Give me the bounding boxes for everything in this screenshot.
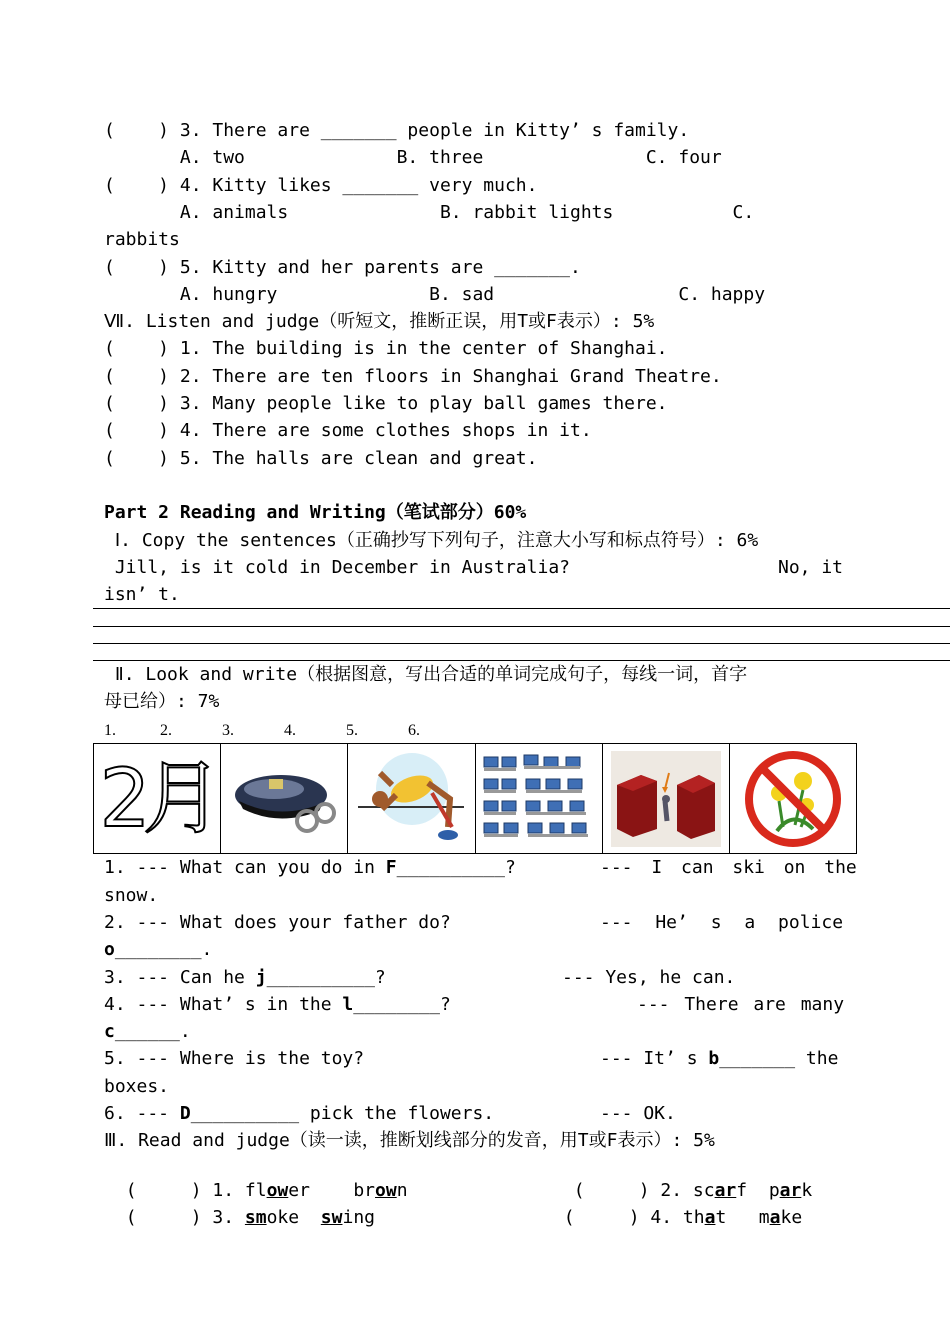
look-write-q3: 3. --- Can he j__________? <box>104 967 386 988</box>
look-write-q6: 6. --- D__________ pick the flowers. <box>104 1103 495 1124</box>
look-write-a2-cont: o________. <box>104 939 213 960</box>
picture-police-cap-icon <box>221 744 348 853</box>
read-judge-item-1: ( ) 1. flower brown <box>125 1180 408 1201</box>
word-smoke: smoke <box>244 1207 300 1228</box>
look-write-a5-cont: boxes. <box>104 1076 170 1097</box>
word-park: park <box>768 1180 813 1201</box>
picture-number-2: 2. <box>160 722 172 739</box>
picture-number-4: 4. <box>284 722 296 739</box>
writing-line-4 <box>93 660 950 661</box>
judge-item-1: ( ) 1. The building is in the center of Shanghai. <box>104 338 668 359</box>
picture-february <box>94 744 221 853</box>
judge-item-2: ( ) 2. There are ten floors in Shanghai Grand Theatre. <box>104 366 722 387</box>
look-write-a2: --- He’ s a police <box>600 912 844 933</box>
read-judge-item-4: ( ) 4. that make <box>563 1207 803 1228</box>
look-write-a3: --- Yes, he can. <box>562 967 736 988</box>
picture-table <box>93 743 857 854</box>
question-4: ( ) 4. Kitty likes _______ very much. <box>104 175 538 196</box>
look-write-a4: --- There are many <box>637 994 845 1015</box>
look-write-a4-cont: c______. <box>104 1021 191 1042</box>
writing-line-3 <box>93 643 950 644</box>
judge-item-5: ( ) 5. The halls are clean and great. <box>104 448 538 469</box>
read-judge-item-3: ( ) 3. smoke swing <box>125 1207 375 1228</box>
question-5-options: A. hungry B. sad C. happy <box>104 284 766 305</box>
picture-high-jump-icon <box>348 744 475 853</box>
writing-line-1 <box>93 608 950 609</box>
look-write-a1-cont: snow. <box>104 885 159 906</box>
word-brown: brown <box>353 1180 408 1201</box>
question-5: ( ) 5. Kitty and her parents are _______. <box>104 257 581 278</box>
copy-sentence-part2: No, it <box>778 557 844 578</box>
writing-line-2 <box>93 626 950 627</box>
part2-title: Part 2 Reading and Writing（笔试部分）60% <box>104 502 527 523</box>
look-write-a1: --- I can ski on the <box>600 857 857 878</box>
look-write-q1: 1. --- What can you do in F__________? <box>104 857 516 878</box>
word-make: make <box>758 1207 803 1228</box>
look-write-q2: 2. --- What does your father do? <box>104 912 451 933</box>
question-3: ( ) 3. There are _______ people in Kitty’ s family. <box>104 120 690 141</box>
section-iii-title: Ⅲ. Read and judge（读一读，推断划线部分的发音，用T或F表示）: 5% <box>104 1130 715 1151</box>
word-swing: swing <box>320 1207 375 1228</box>
picture-classroom-desks-icon <box>476 744 603 853</box>
picture-toy-between-boxes-icon <box>603 744 730 853</box>
section-i-title: Ⅰ. Copy the sentences（正确抄写下列句子，注意大小写和标点符号）: 6% <box>104 530 759 551</box>
judge-item-3: ( ) 3. Many people like to play ball games there. <box>104 393 668 414</box>
judge-item-4: ( ) 4. There are some clothes shops in it. <box>104 420 592 441</box>
picture-no-picking-flowers-icon <box>730 744 856 853</box>
question-3-options: A. two B. three C. four <box>104 147 722 168</box>
picture-number-5: 5. <box>346 722 358 739</box>
question-4-options: A. animals B. rabbit lights C. <box>104 202 755 223</box>
word-scarf: scarf <box>692 1180 748 1201</box>
february-text: 2月 <box>99 751 215 845</box>
section-ii-title-cont: 母已给）: 7% <box>104 691 220 712</box>
copy-sentence-part3: isn’ t. <box>104 584 180 605</box>
picture-number-1: 1. <box>104 722 116 739</box>
picture-number-3: 3. <box>222 722 234 739</box>
word-flower: flower <box>244 1180 310 1201</box>
section-ii-title: Ⅱ. Look and write（根据图意，写出合适的单词完成句子，每线一词，首字 <box>104 664 748 685</box>
picture-number-6: 6. <box>408 722 420 739</box>
word-that: that <box>682 1207 727 1228</box>
section-vii-title: Ⅶ. Listen and judge（听短文，推断正误，用T或F表示）: 5% <box>104 311 655 332</box>
look-write-a5: --- It’ s b_______ the <box>600 1048 839 1069</box>
look-write-q4: 4. --- What’ s in the l________? <box>104 994 451 1015</box>
read-judge-item-2: ( ) 2. scarf park <box>573 1180 813 1201</box>
look-write-a6: --- OK. <box>600 1103 676 1124</box>
question-4-options-cont: rabbits <box>104 229 180 250</box>
copy-sentence-part1: Jill, is it cold in December in Australia? <box>104 557 570 578</box>
look-write-q5: 5. --- Where is the toy? <box>104 1048 365 1069</box>
